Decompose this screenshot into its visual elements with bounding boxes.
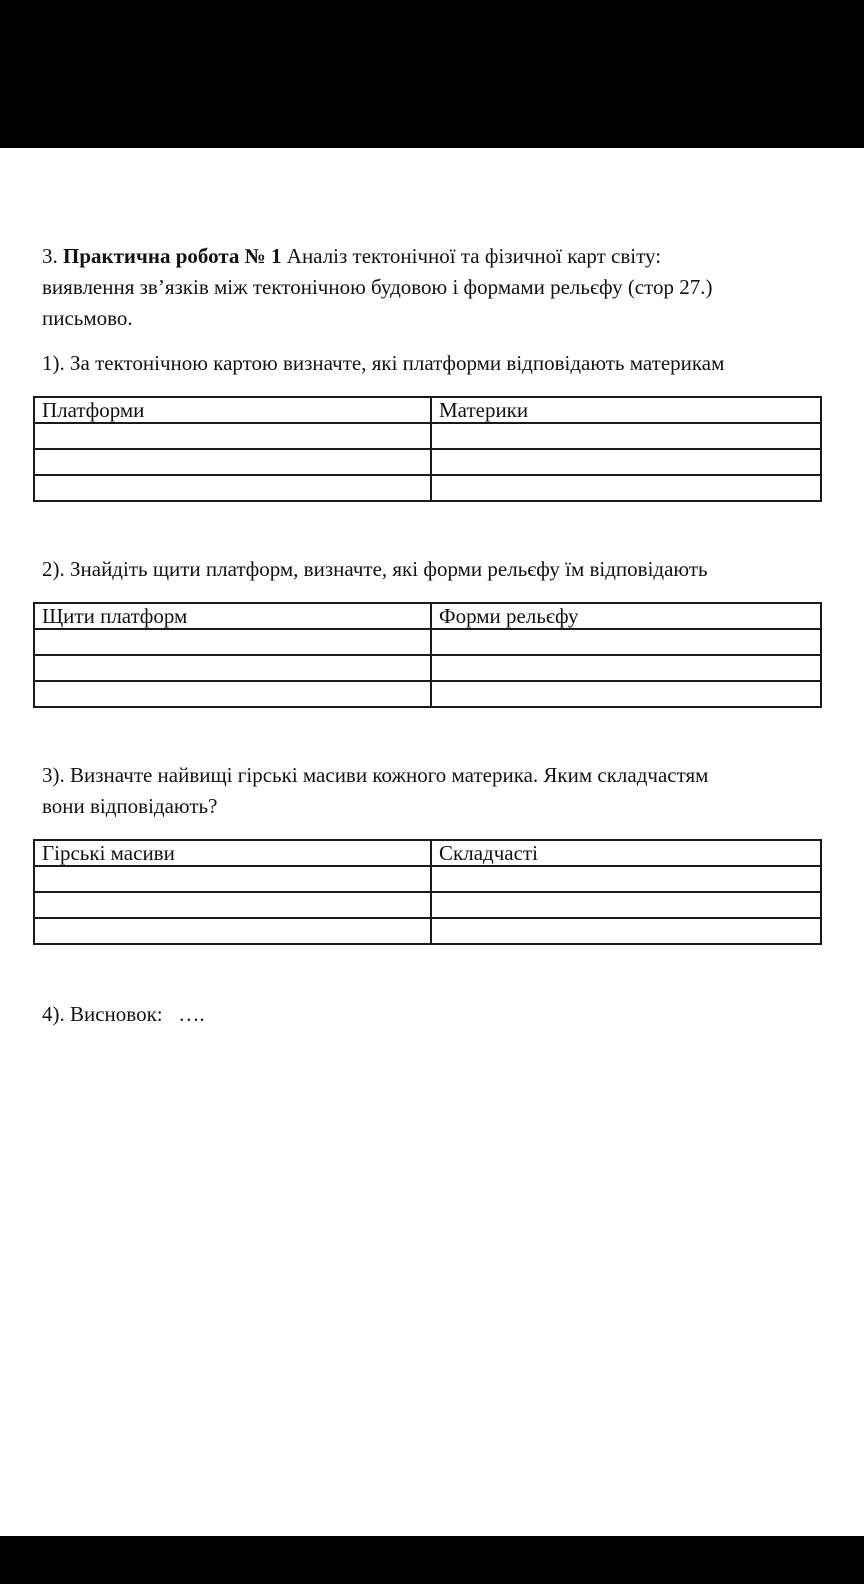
mountains-table (33, 839, 822, 945)
platforms-table (33, 396, 822, 502)
header-cell-continents: Материки (431, 397, 821, 423)
table-cell[interactable] (34, 866, 431, 892)
table-cell[interactable] (431, 918, 821, 944)
table-cell[interactable] (34, 681, 431, 707)
table-cell[interactable] (34, 629, 431, 655)
table-header-row (34, 603, 821, 629)
table-row (34, 423, 821, 449)
table-cell[interactable] (431, 449, 821, 475)
table-cell[interactable] (431, 866, 821, 892)
heading-line-3: письмово. (42, 306, 133, 330)
table-cell[interactable] (34, 892, 431, 918)
table-cell[interactable] (431, 892, 821, 918)
heading-number: 3. (42, 244, 58, 268)
header-cell-shields: Щити платформ (34, 603, 431, 629)
table-cell[interactable] (34, 423, 431, 449)
conclusion-line (42, 999, 832, 1030)
task3-prompt (42, 760, 832, 822)
table-row (34, 866, 821, 892)
top-black-bar (0, 0, 864, 148)
table-header-row (34, 397, 821, 423)
conclusion-value[interactable]: …. (162, 1002, 205, 1026)
task3-prompt-line-1: 3). Визначте найвищі гірські масиви кожного материка. Яким складчастям (42, 763, 709, 787)
task1-prompt: 1). За тектонічною картою визначте, які платформи відповідають материкам (42, 351, 725, 375)
table-cell[interactable] (431, 475, 821, 501)
header-cell-landforms: Форми рельєфу (431, 603, 821, 629)
shields-table (33, 602, 822, 708)
table-row (34, 892, 821, 918)
table-row (34, 681, 821, 707)
table-cell[interactable] (34, 918, 431, 944)
bottom-black-bar (0, 1536, 864, 1584)
heading-title-bold: Практична робота № 1 (63, 244, 282, 268)
table-cell[interactable] (431, 681, 821, 707)
table-cell[interactable] (34, 449, 431, 475)
table-header-row (34, 840, 821, 866)
table-cell[interactable] (431, 655, 821, 681)
table-row (34, 655, 821, 681)
task2-prompt: 2). Знайдіть щити платформ, визначте, які форми рельєфу їм відповідають (42, 557, 708, 581)
table-row (34, 918, 821, 944)
heading-line-2: виявлення зв’язків між тектонічною будовою і формами рельєфу (стор 27.) (42, 275, 713, 299)
header-cell-mountain-ranges: Гірські масиви (34, 840, 431, 866)
heading-title-rest: Аналіз тектонічної та фізичної карт світу: (281, 244, 662, 268)
header-cell-fold-belts: Складчасті (431, 840, 821, 866)
table-row (34, 629, 821, 655)
table-cell[interactable] (34, 475, 431, 501)
table-row (34, 449, 821, 475)
practical-work-heading (42, 241, 832, 334)
table-row (34, 475, 821, 501)
header-cell-platforms: Платформи (34, 397, 431, 423)
conclusion-label: 4). Висновок: (42, 1002, 163, 1026)
table-cell[interactable] (431, 629, 821, 655)
table-cell[interactable] (34, 655, 431, 681)
task3-prompt-line-2: вони відповідають? (42, 794, 218, 818)
table-cell[interactable] (431, 423, 821, 449)
